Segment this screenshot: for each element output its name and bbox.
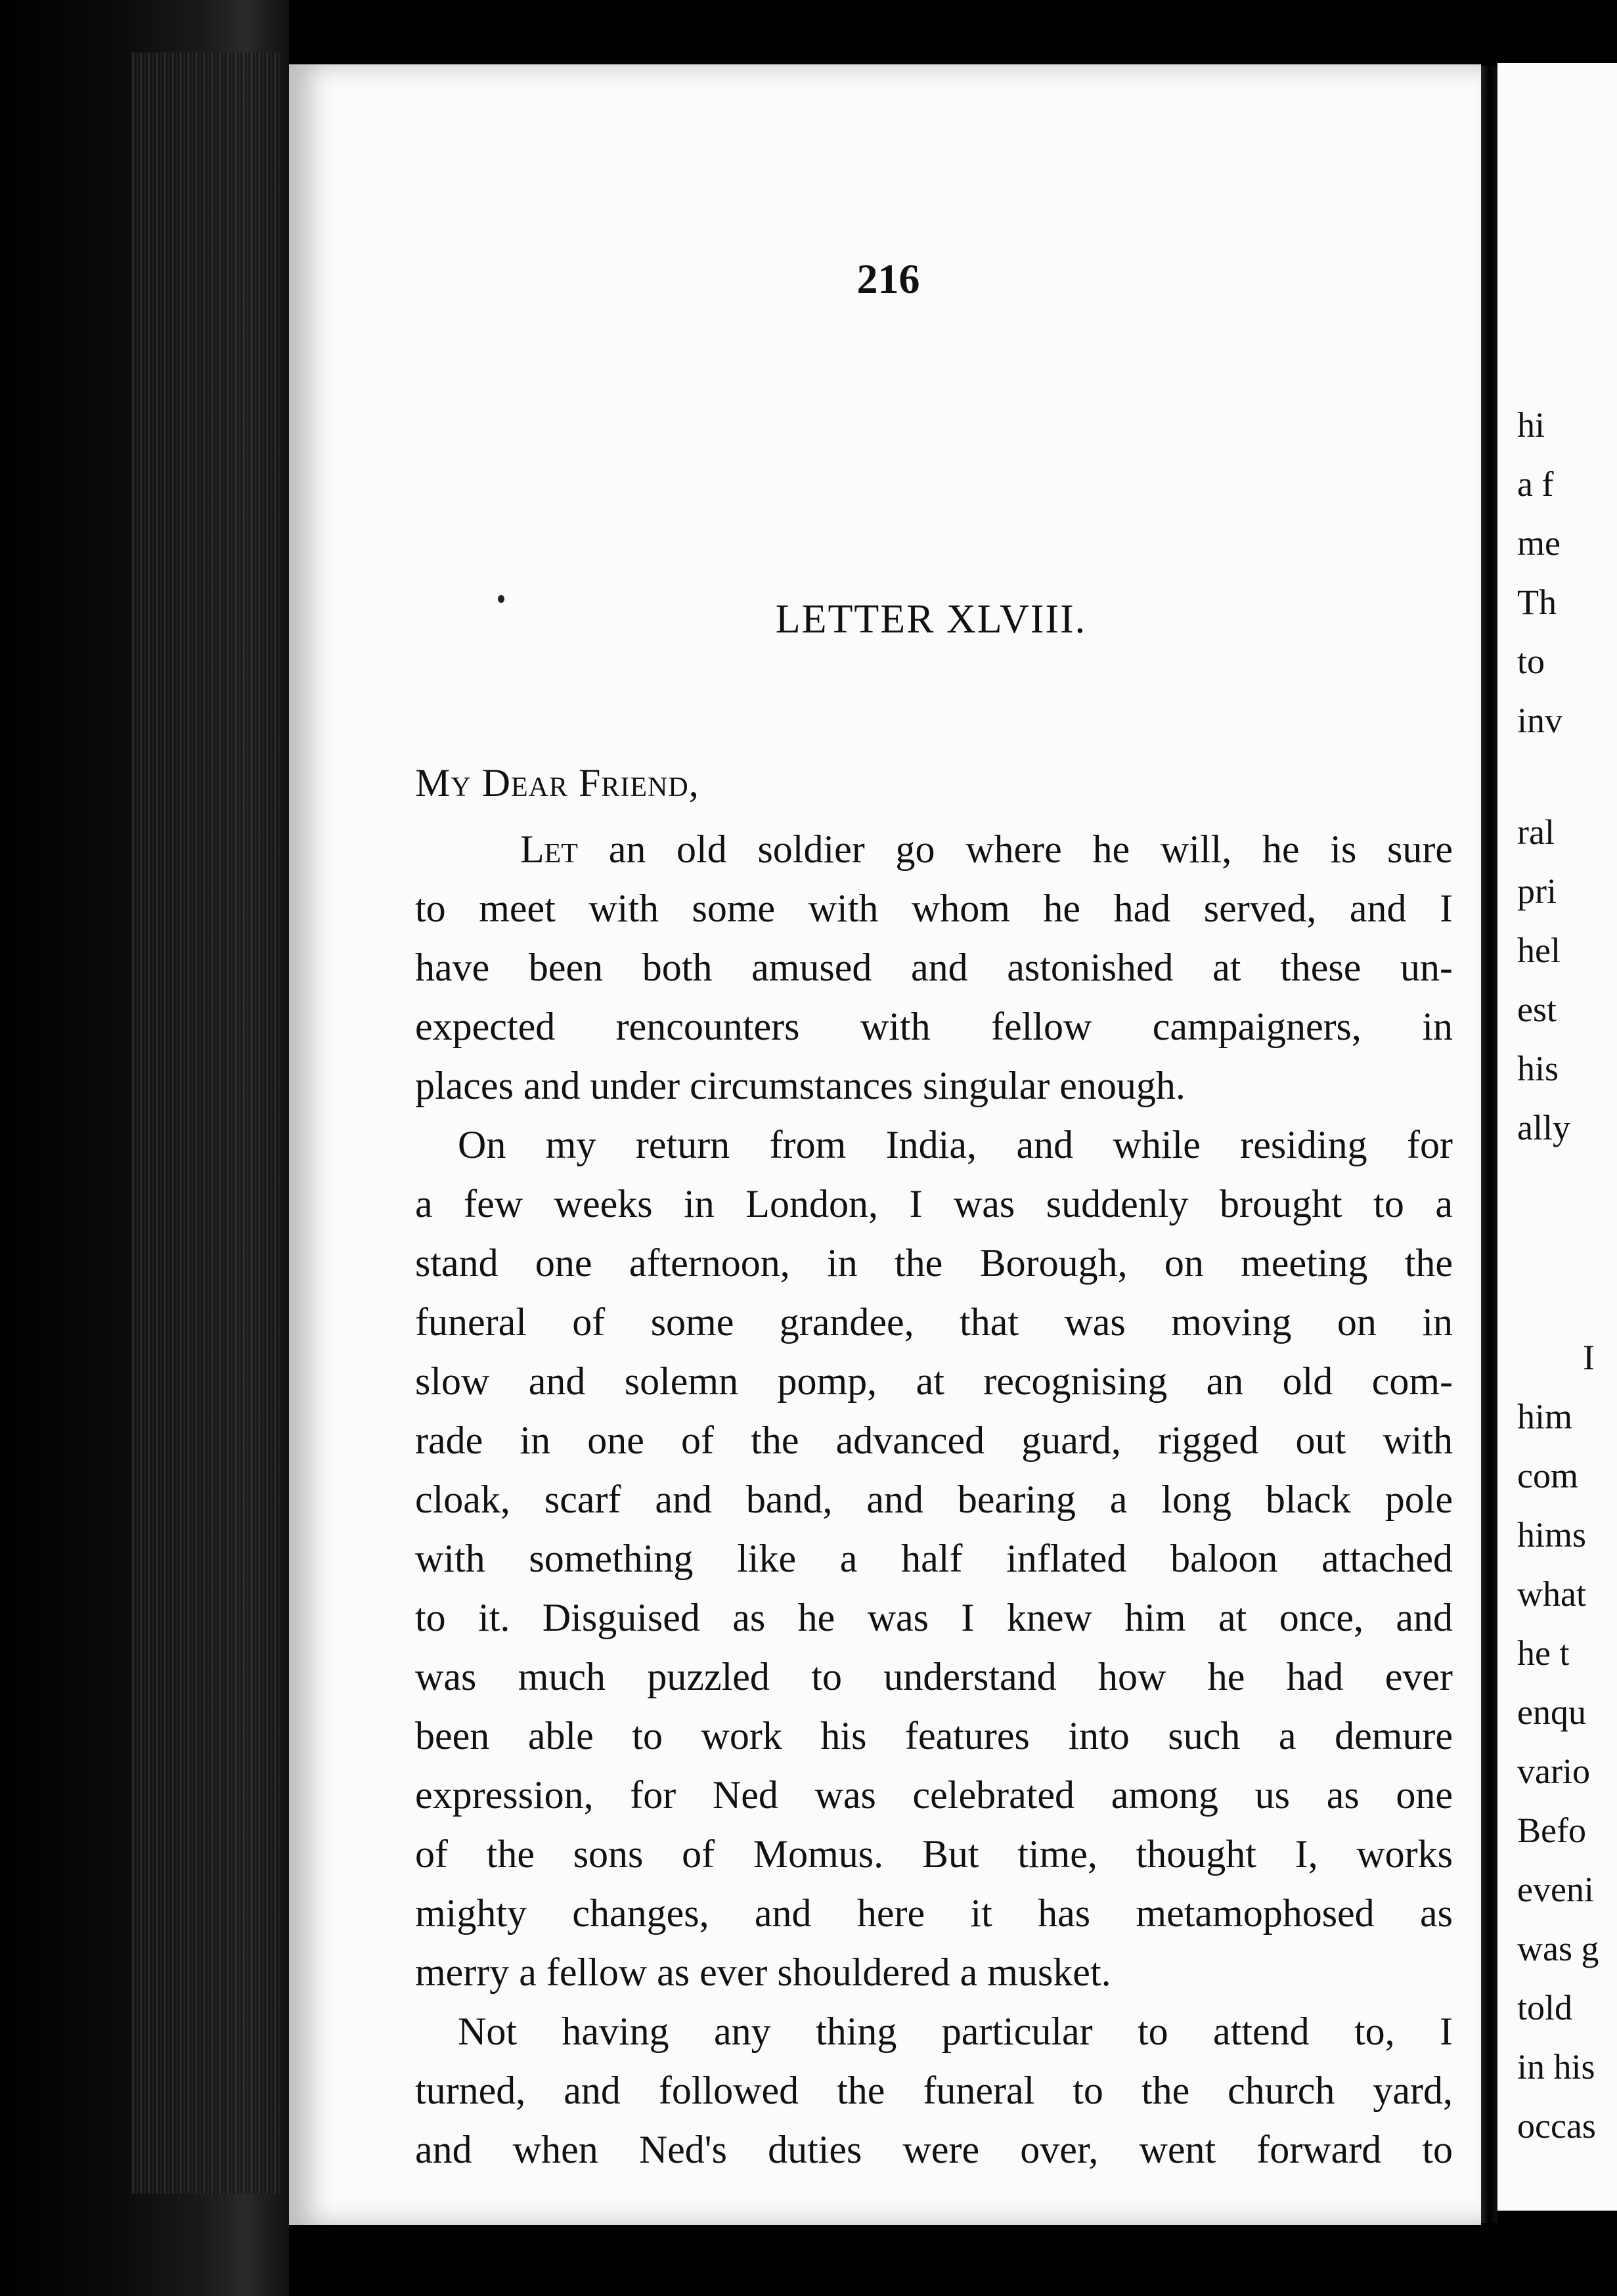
next-page-line: was g	[1517, 1929, 1599, 1968]
next-page-line: a f	[1517, 464, 1554, 504]
page-gutter	[1481, 66, 1497, 2223]
text-fragment: an old soldier go where he will, he is sure	[577, 828, 1453, 871]
page-edges	[131, 53, 282, 2194]
text-line: Not having any thing particular to attend to, I	[458, 2010, 1453, 2053]
next-page-line: ral	[1517, 812, 1555, 852]
book-edge	[0, 0, 289, 2296]
next-page-line: pri	[1517, 872, 1557, 911]
text-line: merry a fellow as ever shouldered a musket.	[415, 1951, 1111, 1994]
next-page-line: what	[1517, 1574, 1586, 1614]
next-page-line: hi	[1517, 405, 1545, 445]
next-page-fragment	[1497, 63, 1617, 2211]
page-number: 216	[856, 255, 920, 302]
text-line: mighty changes, and here it has metamophosed as	[415, 1891, 1453, 1935]
letter-title: LETTER XLVIII.	[775, 597, 1087, 642]
text-line: stand one afternoon, in the Borough, on meeting the	[415, 1241, 1453, 1285]
text-line: to it. Disguised as he was I knew him at once, and	[415, 1596, 1453, 1639]
next-page-line: Th	[1517, 583, 1557, 622]
text-line: turned, and followed the funeral to the church yard,	[415, 2069, 1453, 2112]
text-line: expected rencounters with fellow campaigners, in	[415, 1005, 1453, 1048]
next-page-line: hims	[1517, 1515, 1587, 1555]
next-page-line: me	[1517, 523, 1561, 563]
text-line: to meet with some with whom he had served, and I	[415, 887, 1453, 930]
next-page-line: inv	[1517, 701, 1563, 740]
text-line: rade in one of the advanced guard, rigged out with	[415, 1419, 1453, 1462]
text-line: cloak, scarf and band, and bearing a long black pole	[415, 1478, 1453, 1521]
next-page-line: eveni	[1517, 1870, 1594, 1909]
text-line: slow and solemn pomp, at recognising an old com-	[415, 1359, 1453, 1403]
lead-word: Let	[520, 828, 578, 871]
text-line	[415, 820, 1453, 879]
text-line: with something like a half inflated baloon attached	[415, 1537, 1453, 1580]
text-line: have been both amused and astonished at these un-	[415, 946, 1453, 989]
letter-body	[415, 820, 1453, 2179]
next-page-line: est	[1517, 990, 1557, 1029]
next-page-line: occas	[1517, 2106, 1596, 2146]
book-page	[289, 64, 1481, 2225]
text-line: was much puzzled to understand how he had ever	[415, 1655, 1453, 1698]
text-line: funeral of some grandee, that was moving on in	[415, 1300, 1453, 1344]
text-line: of the sons of Momus. But time, thought I, works	[415, 1832, 1453, 1876]
text-line: been able to work his features into such a demure	[415, 1714, 1453, 1757]
text-line: and when Ned's duties were over, went forward to	[415, 2128, 1453, 2171]
next-page-line: Befo	[1517, 1811, 1586, 1850]
text-line: places and under circumstances singular enough.	[415, 1064, 1185, 1107]
next-page-line: hel	[1517, 931, 1561, 970]
next-page-line: his	[1517, 1049, 1559, 1088]
next-page-line: I	[1583, 1338, 1595, 1377]
salutation: My Dear Friend,	[415, 761, 699, 805]
next-page-line: to	[1517, 642, 1545, 681]
text-line: On my return from India, and while residing for	[458, 1123, 1453, 1166]
text-line: expression, for Ned was celebrated among us as one	[415, 1773, 1453, 1817]
next-page-line: in his	[1517, 2047, 1595, 2086]
next-page-line: he t	[1517, 1633, 1570, 1673]
next-page-line: enqu	[1517, 1692, 1586, 1732]
next-page-line: him	[1517, 1397, 1573, 1436]
text-line: a few weeks in London, I was suddenly brought to a	[415, 1182, 1453, 1225]
next-page-line: vario	[1517, 1752, 1590, 1791]
next-page-line: com	[1517, 1456, 1578, 1495]
next-page-line: told	[1517, 1988, 1573, 2027]
next-page-line: ally	[1517, 1108, 1570, 1147]
